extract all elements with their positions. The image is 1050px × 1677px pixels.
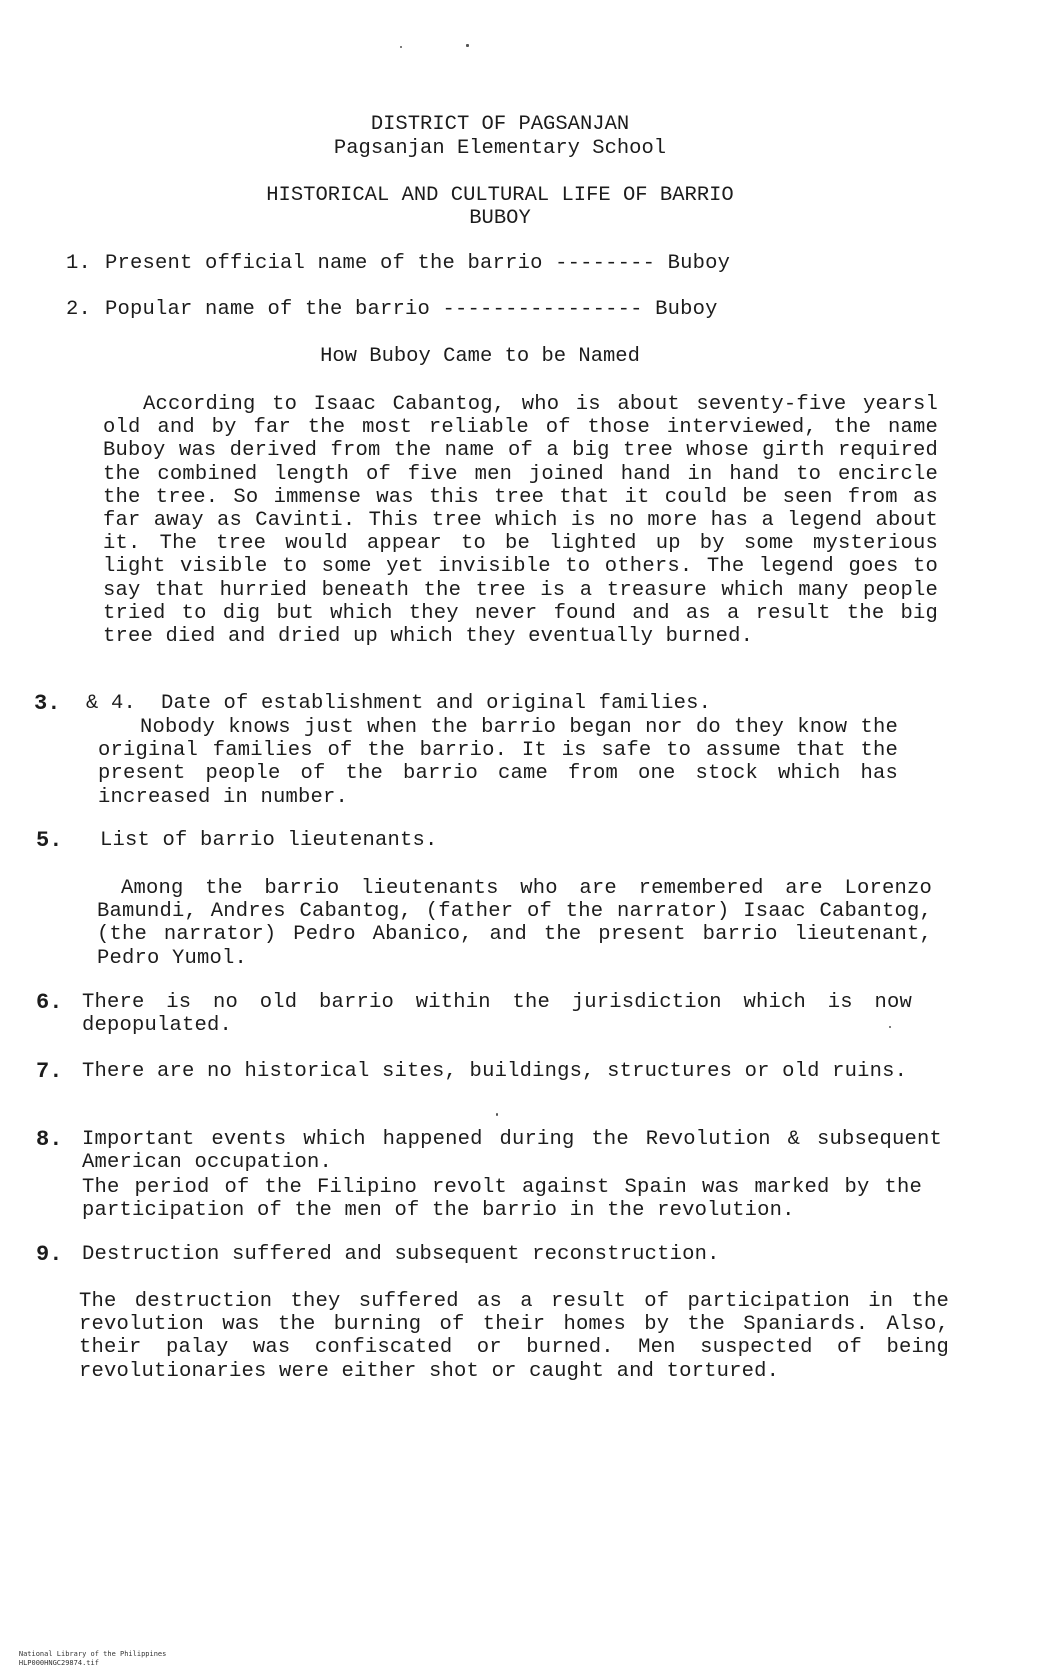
item-5-heading: List of barrio lieutenants. xyxy=(100,829,438,852)
district-heading: DISTRICT OF PAGSANJAN xyxy=(370,113,630,136)
item-7-number: 7. xyxy=(36,1059,63,1084)
item-9-text: The destruction they suffered as a result of participation in the revolution was the burning of their homes by the Spaniards. Also, their palay was confiscated or burned. Men suspected of being revolutionaries were either shot or caught and tortured. xyxy=(79,1290,949,1383)
file-name: HLP000HNGC29874.tif xyxy=(18,1659,99,1667)
barrio-heading: BUBOY xyxy=(469,207,531,230)
item-8-number: 8. xyxy=(36,1127,63,1152)
item-3-4-heading: & 4. Date of establishment and original families. xyxy=(86,692,712,715)
naming-heading: How Buboy Came to be Named xyxy=(320,345,640,368)
item-3-number: 3. xyxy=(34,691,61,716)
item-6-text: There is no old barrio within the jurisdiction which is now depopulated. xyxy=(82,991,912,1038)
item-9-number: 9. xyxy=(36,1242,63,1267)
document-title: HISTORICAL AND CULTURAL LIFE OF BARRIO xyxy=(266,184,734,207)
scan-speck xyxy=(889,1026,891,1028)
item-5-text: Among the barrio lieutenants who are remembered are Lorenzo Bamundi, Andres Cabantog, (father of the narrator) Isaac Cabantog, (the narrator) Pedro Abanico, and the present barrio lieutenant, Pedro Yumol. xyxy=(97,877,932,970)
scan-speck xyxy=(496,1113,498,1116)
item-3-4-text: Nobody knows just when the barrio began nor do they know the original families of the barrio. It is safe to assume that the present people of the barrio came from one stock which has increased in number. xyxy=(98,716,898,809)
item-1-text: Present official name of the barrio -------- Buboy xyxy=(105,252,731,275)
item-8-heading: Important events which happened during the Revolution & subsequent American occupation. xyxy=(82,1128,942,1175)
item-8-text: The period of the Filipino revolt against Spain was marked by the participation of the men of the barrio in the revolution. xyxy=(82,1176,922,1223)
school-heading: Pagsanjan Elementary School xyxy=(333,137,667,160)
item-5-number: 5. xyxy=(36,828,63,853)
item-7-text: There are no historical sites, buildings, structures or old ruins. xyxy=(82,1060,908,1083)
item-6-number: 6. xyxy=(36,990,63,1015)
item-1-number: 1. xyxy=(66,252,92,275)
naming-paragraph: According to Isaac Cabantog, who is about seventy-five yearsl old and by far the most reliable of those interviewed, the name Buboy was derived from the name of a big tree whose girth required the combined length of five men joined hand in hand to encircle the tree. So immense was this tree that it could be seen from as far away as Cavinti. This tree which is no more has a legend about it. The tree would appear to be lighted up by some mysterious light visible to some yet invisible to others. The legend goes to say that hurried beneath the tree is a treasure which many people tried to dig but which they never found and as a result the big tree died and dried up which they eventually burned. xyxy=(103,393,938,649)
scan-speck xyxy=(466,44,469,47)
item-2-text: Popular name of the barrio ---------------- Buboy xyxy=(105,298,718,321)
item-2-number: 2. xyxy=(66,298,92,321)
item-9-heading: Destruction suffered and subsequent reconstruction. xyxy=(82,1243,720,1266)
library-credit: National Library of the Philippines xyxy=(18,1650,167,1658)
scan-footer xyxy=(2,1641,202,1677)
scan-speck xyxy=(400,46,402,48)
